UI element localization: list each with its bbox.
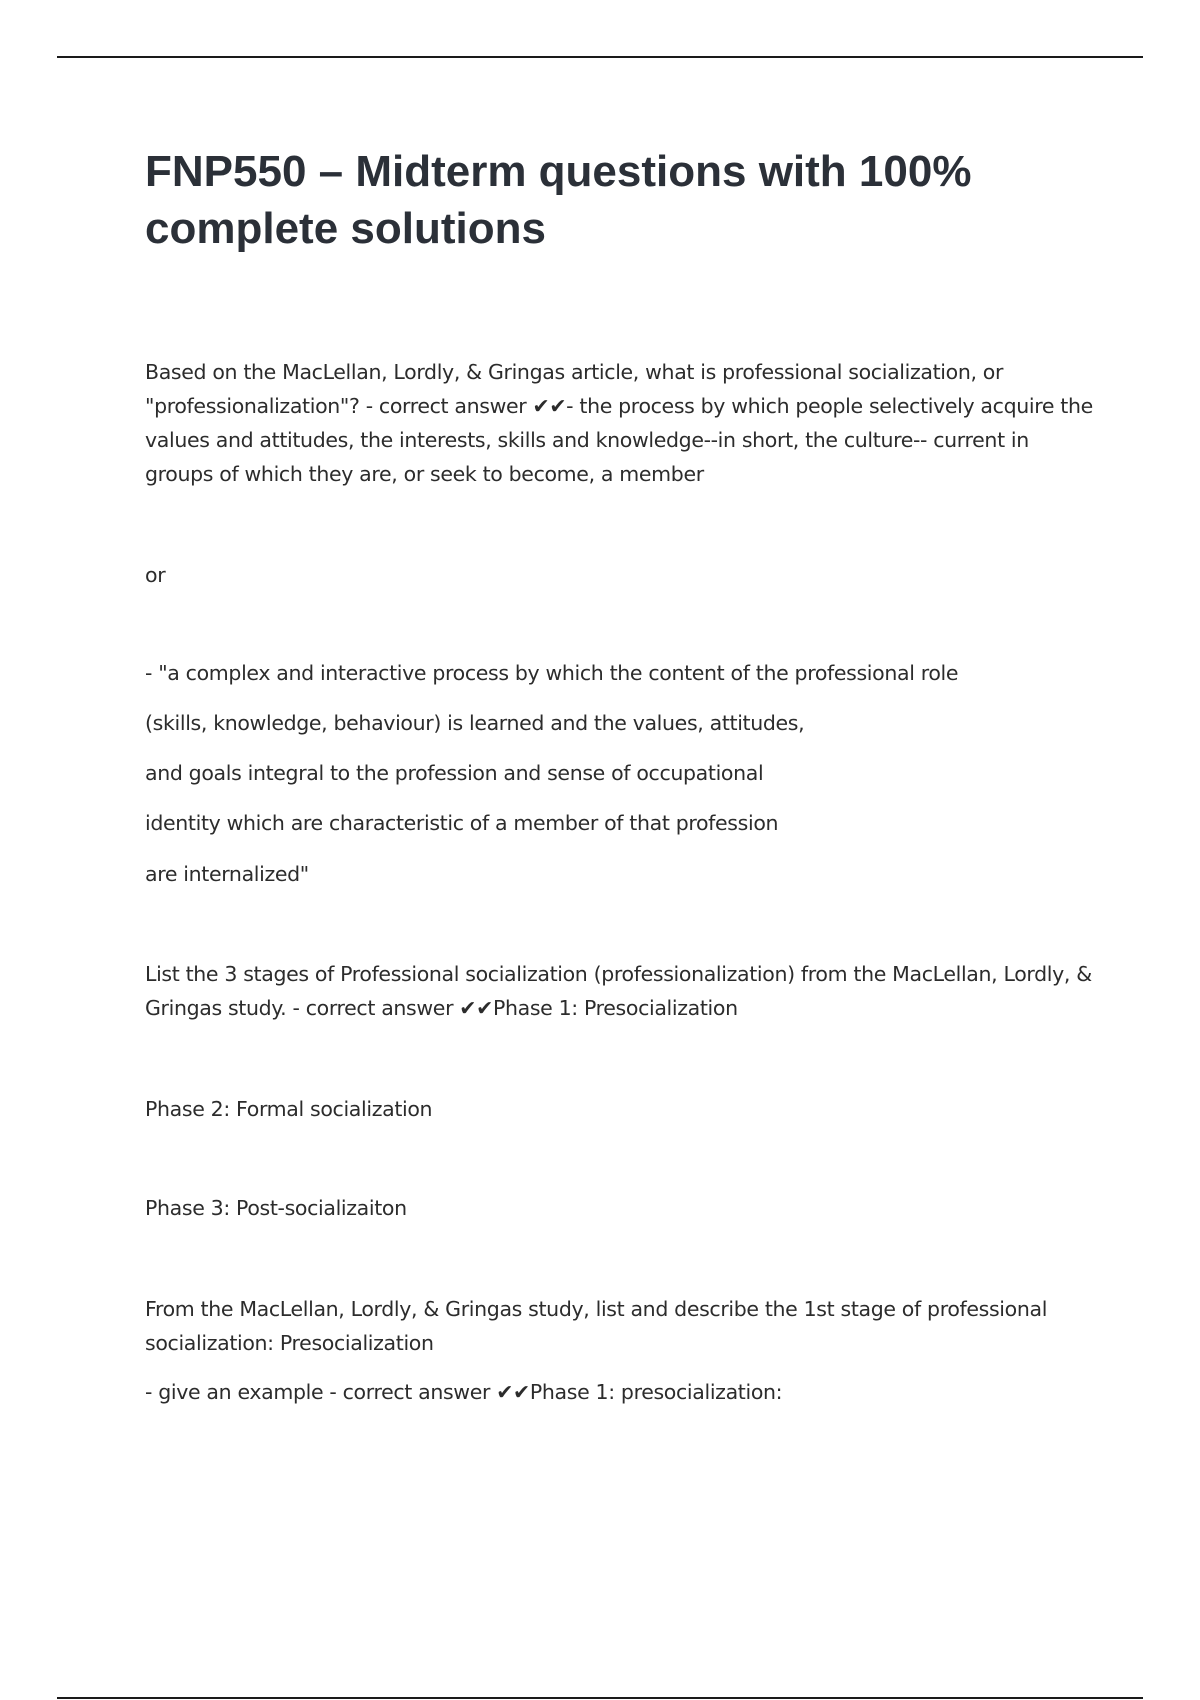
q2-question: List the 3 stages of Professional socialization (professionalization) from the MacLellan, Lordly, & Gringas study. - correct answer ✔✔Phase 1: Presocialization [145,962,1092,1020]
q1-quote-line: identity which are characteristic of a member of that profession [145,811,779,835]
q1-quote-line: (skills, knowledge, behaviour) is learned and the values, attitudes, [145,711,805,735]
q2-phase-3: Phase 3: Post-socializaiton [145,1196,407,1220]
q1-quote-line: and goals integral to the profession and sense of occupational [145,761,764,785]
q1-or: or [145,563,166,587]
document-title: FNP550 – Midterm questions with 100% complete solutions [145,147,972,253]
q1-quote-line: - "a complex and interactive process by which the content of the professional role [145,661,959,685]
q1-question: Based on the MacLellan, Lordly, & Gringas article, what is professional socialization, or "professionalization"? - correct answer ✔✔- the process by which people selectively acquire the values and attitudes, the interests, skills and knowledge--in short, the culture-- current in groups of which they are, or seek to become, a member [145,360,1093,486]
q3-answer: - give an example - correct answer ✔✔Phase 1: presocialization: [145,1380,783,1404]
q2-phase-2: Phase 2: Formal socialization [145,1097,433,1121]
q1-quote-line: are internalized" [145,862,309,886]
bottom-rule [57,1697,1143,1699]
q3-question: From the MacLellan, Lordly, & Gringas study, list and describe the 1st stage of professional socialization: Presocialization [145,1297,1048,1355]
top-rule [57,56,1143,58]
